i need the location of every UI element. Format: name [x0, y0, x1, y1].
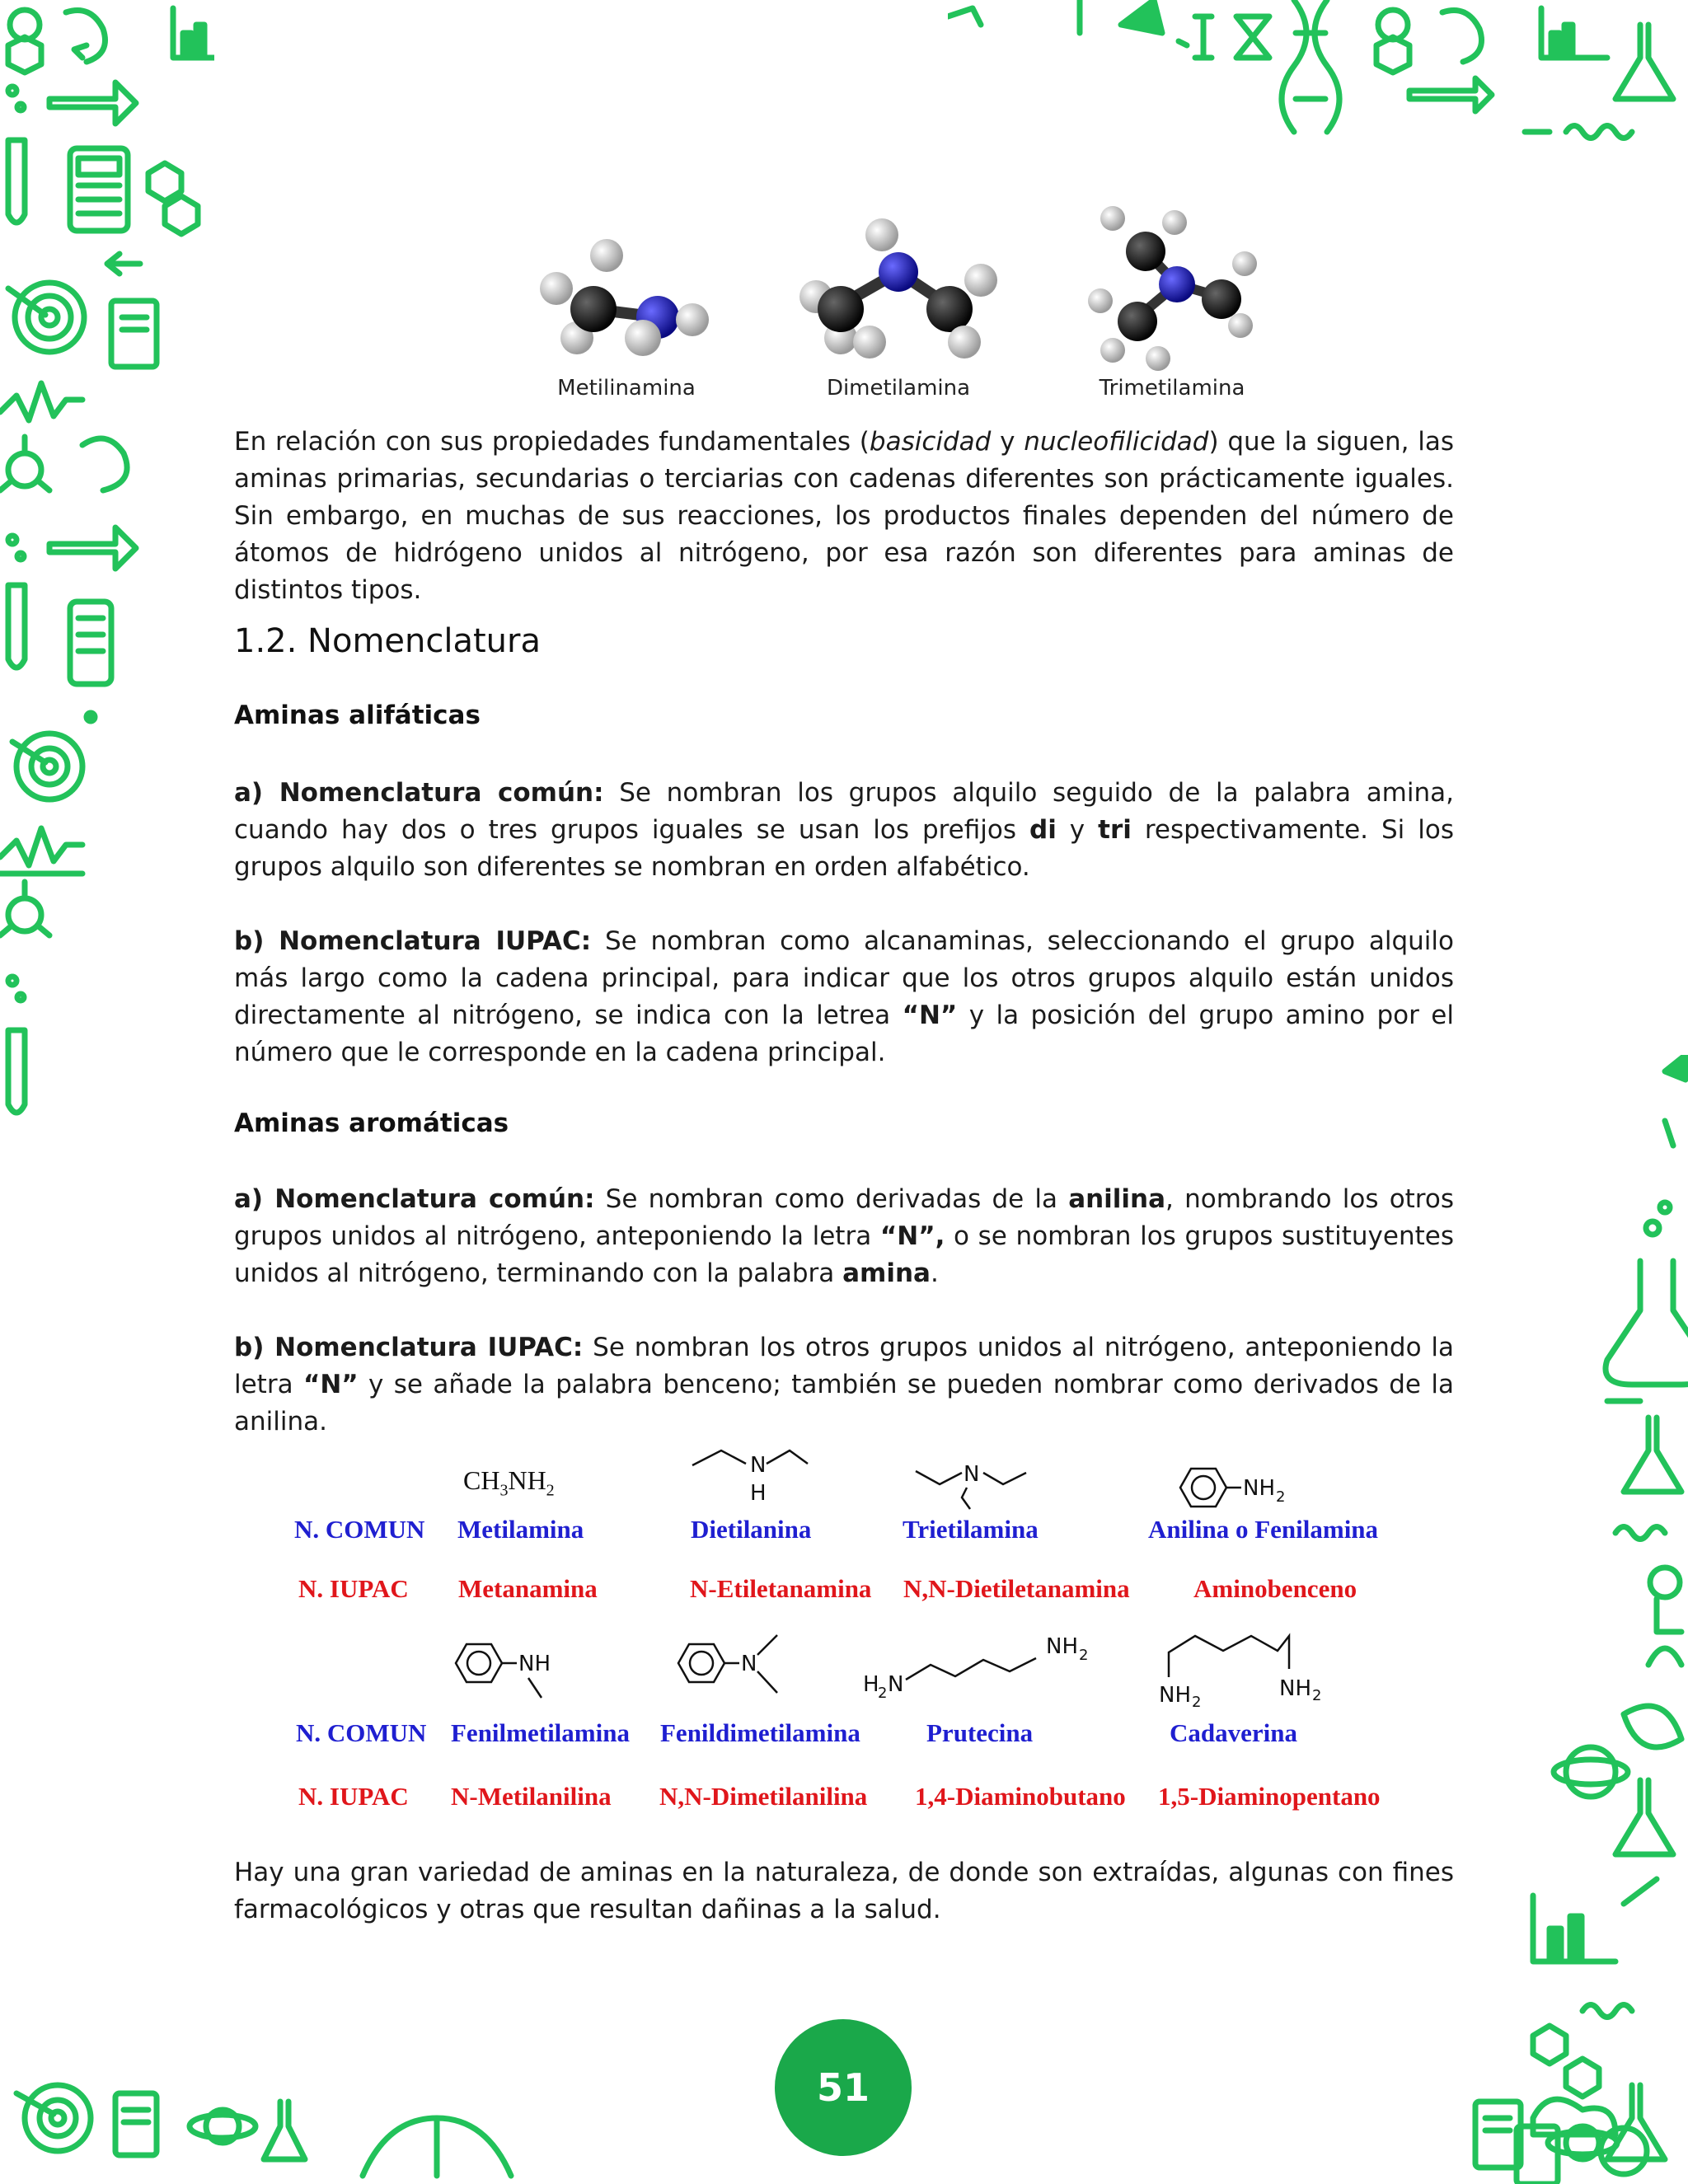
- svg-text:2: 2: [878, 1685, 888, 1699]
- svg-text:NH: NH: [1046, 1634, 1078, 1659]
- dna-icon: [1282, 0, 1339, 132]
- book-icon: [111, 301, 157, 367]
- aliphatic-heading: Aminas alifáticas: [234, 701, 481, 730]
- left-border-doodles: [0, 0, 214, 1137]
- iupac-n-metilanilina: N-Metilanilina: [451, 1782, 612, 1811]
- svg-text:2: 2: [1312, 1687, 1322, 1704]
- svg-text:NH: NH: [518, 1652, 551, 1676]
- svg-text:N: N: [888, 1672, 904, 1697]
- svg-text:NH: NH: [1243, 1476, 1275, 1501]
- bottom-right-doodles: [1467, 2052, 1688, 2184]
- common-prutecina: Prutecina: [926, 1718, 1034, 1747]
- hourglass-icon: [1236, 16, 1269, 58]
- row1-iupac-label: N. IUPAC: [298, 1574, 409, 1603]
- flask-icon: [1606, 1261, 1688, 1385]
- recycle-icon: [66, 11, 106, 63]
- dimetilamina-model: [791, 214, 1006, 375]
- top-border-doodles: [948, 0, 1688, 165]
- test-tube-icon: [8, 140, 25, 223]
- page-number-badge: 51: [775, 2019, 912, 2156]
- microscope-icon: [1650, 1568, 1680, 1597]
- svg-text:2: 2: [1276, 1488, 1286, 1506]
- svg-text:2: 2: [1192, 1694, 1202, 1710]
- svg-text:N: N: [750, 1453, 767, 1478]
- row2-common-label: N. COMUN: [296, 1718, 427, 1747]
- pulse-icon: [0, 383, 82, 420]
- fenildimetilamina-structure: [672, 1624, 804, 1706]
- intro-paragraph: En relación con sus propiedades fundamentales (basicidad y nucleofilicidad) que la siguen, las aminas primarias, secundarias o terciarias con cadenas diferentes son prácticamente iguales. Sin embargo, en muchas de sus reacciones, los productos finales dependen del número de átomos de hidrógeno unidos al nitrógeno, por esa razón son diferentes para aminas de distintos tipos.: [234, 427, 1454, 605]
- common-metilamina: Metilamina: [457, 1515, 584, 1544]
- flask-icon: [1615, 25, 1673, 99]
- fenilmetilamina-structure: [449, 1632, 573, 1706]
- svg-text:H: H: [863, 1672, 879, 1697]
- aromatic-heading: Aminas aromáticas: [234, 1108, 509, 1138]
- closing-paragraph: Hay una gran variedad de aminas en la naturaleza, de donde son extraídas, algunas con fines farmacológicos y otras que resultan dañinas a la salud.: [234, 1858, 1454, 1924]
- prutecina-structure: [861, 1625, 1100, 1699]
- svg-text:N: N: [964, 1462, 980, 1487]
- iupac-1-4-diaminobutano: 1,4-Diaminobutano: [915, 1782, 1126, 1811]
- svg-text:H: H: [750, 1481, 767, 1506]
- metilamina-caption: Metilinamina: [557, 376, 696, 401]
- common-fenilmetilamina: Fenilmetilamina: [451, 1718, 630, 1747]
- row1-common-label: N. COMUN: [294, 1515, 425, 1544]
- common-fenildimetilamina: Fenildimetilamina: [660, 1718, 860, 1747]
- aliphatic-common-paragraph: a) Nomenclatura común: Se nombran los grupos alquilo seguido de la palabra amina, cuando hay dos o tres grupos iguales se usan los prefijos di y tri respectivamente. Si los grupos alquilo son diferentes se nombran en orden alfabético.: [234, 778, 1454, 882]
- aromatic-iupac-paragraph: b) Nomenclatura IUPAC: Se nombran los otros grupos unidos al nitrógeno, anteponiendo la letra “N” y se añade la palabra benceno; también se pueden nombrar como derivados de la anilina.: [234, 1333, 1454, 1436]
- aliphatic-iupac-paragraph: b) Nomenclatura IUPAC: Se nombran como alcanaminas, seleccionando el grupo alquilo más largo como la cadena principal, para indicar que los otros grupos alquilo están unidos directamente al nitrógeno, se indica con la letrea “N” y la posición del grupo amino por el número que le corresponde en la cadena principal.: [234, 926, 1454, 1067]
- common-anilina: Anilina o Fenilamina: [1148, 1515, 1379, 1544]
- cadaverina-structure: [1154, 1619, 1335, 1710]
- common-dietilanina: Dietilanina: [691, 1515, 812, 1544]
- anilina-structure: [1170, 1459, 1302, 1516]
- dietilamina-structure: [684, 1441, 816, 1507]
- formula-ch3nh2: $CH_3NH_2$: [463, 1465, 555, 1500]
- iupac-aminobenceno: Aminobenceno: [1193, 1574, 1357, 1603]
- iupac-n-etiletanamina: N-Etiletanamina: [690, 1574, 872, 1603]
- right-border-doodles: [1500, 1055, 1688, 2184]
- trimetilamina-model: [1080, 202, 1269, 379]
- dimetilamina-caption: Dimetilamina: [826, 376, 971, 401]
- iupac-1-5-diaminopentano: 1,5-Diaminopentano: [1158, 1782, 1381, 1811]
- section-title: 1.2. Nomenclatura: [234, 622, 541, 660]
- iupac-n-n-dimetilanilina: N,N-Dimetilanilina: [659, 1782, 868, 1811]
- bottom-border-doodles: [0, 2052, 577, 2184]
- svg-text:2: 2: [1079, 1647, 1089, 1664]
- common-trietilamina: Trietilamina: [903, 1515, 1039, 1544]
- common-cadaverina: Cadaverina: [1170, 1718, 1297, 1747]
- svg-text:N: N: [741, 1652, 757, 1676]
- metilamina-model: [528, 231, 725, 375]
- row2-iupac-label: N. IUPAC: [298, 1782, 409, 1811]
- aromatic-common-paragraph: a) Nomenclatura común: Se nombran como derivadas de la anilina, nombrando los otros grupos unidos al nitrógeno, anteponiendo la letra “N”, o se nombran los grupos sustituyentes unidos al nitrógeno, terminando con la palabra amina.: [234, 1184, 1454, 1288]
- trietilamina-structure: [911, 1455, 1034, 1512]
- svg-text:NH: NH: [1279, 1676, 1311, 1701]
- trimetilamina-caption: Trimetilamina: [1099, 376, 1245, 401]
- leaf-icon: [1648, 1648, 1681, 1665]
- svg-text:NH: NH: [1159, 1683, 1191, 1708]
- atom-icon: [1566, 1747, 1615, 1797]
- iupac-n-n-dietiletanamina: N,N-Dietiletanamina: [903, 1574, 1130, 1603]
- iupac-metanamina: Metanamina: [458, 1574, 598, 1603]
